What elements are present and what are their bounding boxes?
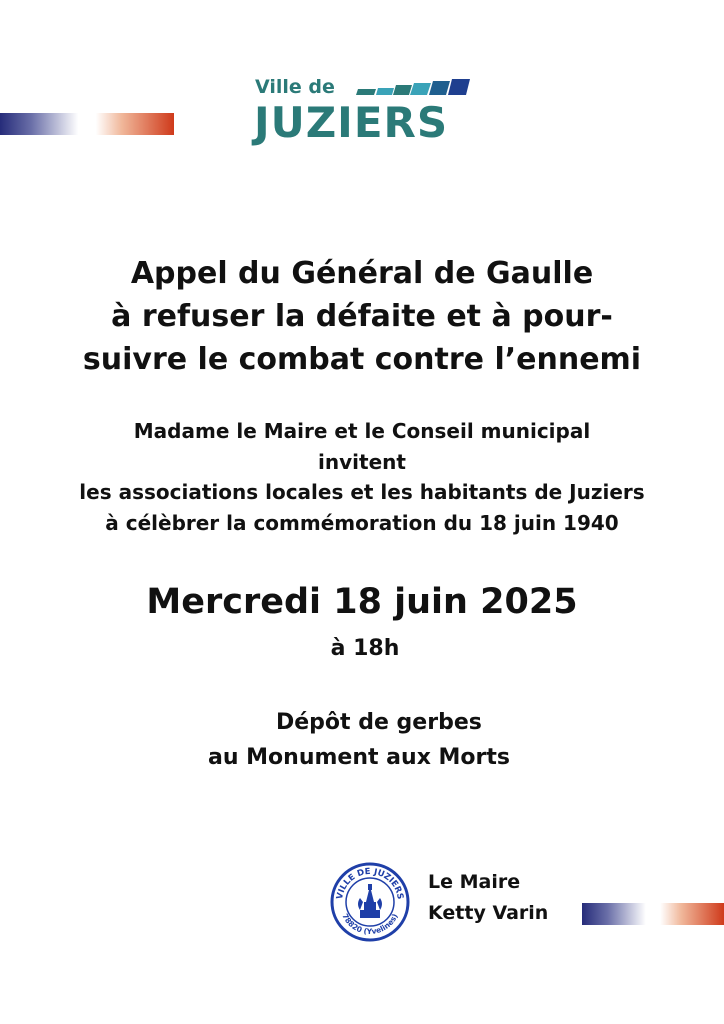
logo-city-name: JUZIERS bbox=[254, 98, 449, 147]
logo-ville-text: Ville de bbox=[255, 76, 335, 98]
headline-line-1: Appel du Général de Gaulle bbox=[130, 256, 594, 291]
seal-text-top: VILLE DE JUZIERS bbox=[335, 866, 405, 901]
event-time-wrapper bbox=[0, 634, 724, 664]
logo-stripes-icon bbox=[354, 79, 472, 97]
ceremony-line-1: Dépôt de gerbes bbox=[276, 710, 482, 735]
signature-title: Le Maire bbox=[428, 871, 521, 893]
city-seal bbox=[330, 862, 410, 942]
invitation-line-4: à célèbrer la commémoration du 18 juin 1940 bbox=[105, 510, 619, 535]
signature-name: Ketty Varin bbox=[428, 902, 549, 924]
headline-line-3: suivre le combat contre l’ennemi bbox=[82, 342, 642, 377]
seal-icon bbox=[330, 862, 410, 942]
headline bbox=[0, 252, 724, 381]
signature-block bbox=[428, 867, 548, 929]
city-logo bbox=[254, 74, 476, 164]
seal-text-bottom: 78820 (Yvelines) bbox=[340, 912, 400, 937]
event-time: à 18h bbox=[330, 636, 400, 661]
invitation-line-3: les associations locales et les habitants de Juziers bbox=[79, 480, 645, 504]
ceremony-line-2: au Monument aux Morts bbox=[208, 745, 511, 770]
invitation-line-1: Madame le Maire et le Conseil municipal bbox=[133, 419, 591, 443]
invitation-text bbox=[0, 416, 724, 538]
tricolor-bar-top bbox=[0, 113, 174, 135]
invitation-line-2: invitent bbox=[318, 449, 406, 474]
headline-line-2: à refuser la défaite et à pour- bbox=[111, 299, 613, 334]
tricolor-bar-bottom bbox=[582, 903, 724, 925]
event-date: Mercredi 18 juin 2025 bbox=[146, 582, 578, 622]
